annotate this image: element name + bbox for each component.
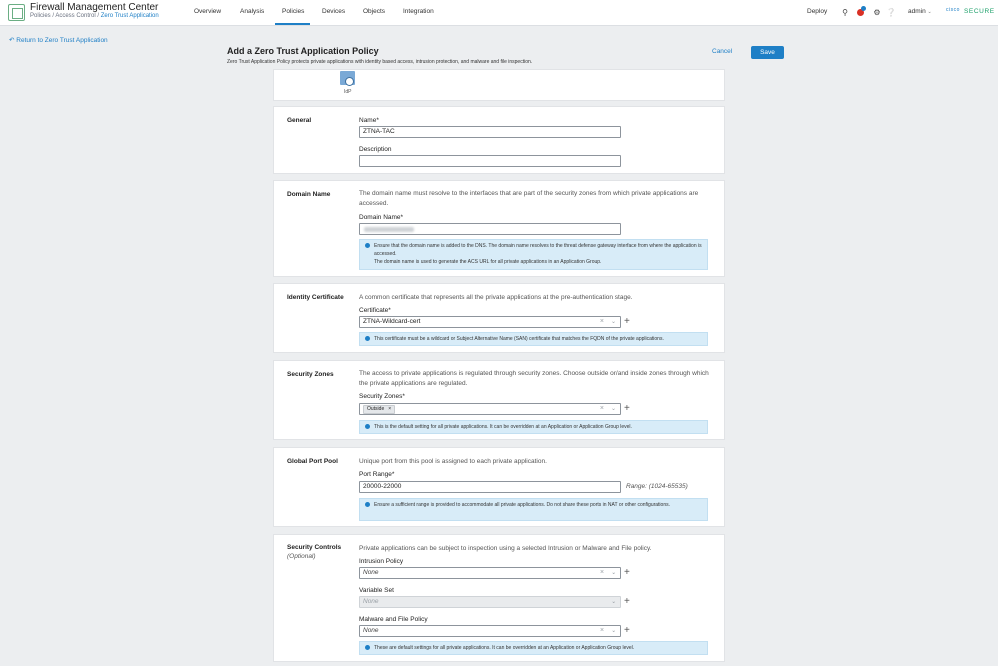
clear-icon[interactable]: × [599, 569, 604, 576]
return-link-label: Return to Zero Trust Application [16, 37, 108, 44]
intrusion-select[interactable] [359, 567, 621, 579]
zones-info [359, 420, 708, 434]
name-value: ZTNA-TAC [363, 128, 395, 135]
port-pool-label: Global Port Pool [287, 458, 338, 465]
port-pool-info-text: Ensure a sufficient range is provided to accommodate all private applications. Do not share these ports in NAT or other configurations. [374, 502, 670, 508]
nav-objects[interactable]: Objects [363, 8, 386, 15]
port-pool-info [359, 498, 708, 521]
logo-icon [8, 4, 25, 21]
identity-info-text: This certificate must be a wildcard or Subject Alternative Name (SAN) certificate that matches the FQDN of the private applications. [374, 336, 664, 342]
chevron-down-icon[interactable]: ⌄ [610, 570, 616, 576]
clear-icon[interactable]: × [599, 627, 604, 634]
top-bar [0, 0, 998, 26]
cisco-logo: cisco [946, 7, 960, 13]
general-label: General [287, 117, 312, 124]
description-input[interactable] [359, 155, 621, 167]
identity-info [359, 332, 708, 346]
remove-chip-icon[interactable]: × [388, 406, 392, 412]
brand-secure: SECURE [964, 8, 995, 15]
info-icon [365, 243, 370, 248]
zone-chip [363, 405, 395, 414]
deploy-button[interactable]: Deploy [807, 8, 828, 15]
domain-section [273, 180, 725, 277]
clear-icon[interactable]: × [599, 318, 604, 325]
malware-select[interactable] [359, 625, 621, 637]
nav-overview[interactable]: Overview [194, 8, 222, 15]
zones-field-label: Security Zones* [359, 393, 405, 400]
port-range-value: 20000-22000 [363, 483, 402, 490]
name-label: Name* [359, 117, 379, 124]
controls-section [273, 534, 725, 662]
idp-card [273, 69, 725, 101]
help-icon[interactable]: ❔ [886, 8, 896, 17]
page-title: Add a Zero Trust Application Policy [227, 46, 379, 56]
intrusion-label: Intrusion Policy [359, 558, 404, 565]
malware-label: Malware and File Policy [359, 616, 428, 623]
domain-info [359, 239, 708, 270]
port-range-label: Port Range* [359, 471, 395, 478]
add-variable-plus-icon[interactable]: + [624, 596, 630, 607]
identity-label: Identity Certificate [287, 294, 344, 301]
redacted-domain [364, 227, 414, 232]
controls-optional: (Optional) [287, 553, 316, 560]
certificate-select[interactable] [359, 316, 621, 328]
nav-integration[interactable]: Integration [403, 8, 434, 15]
controls-info [359, 641, 708, 655]
info-icon [365, 502, 370, 507]
zones-info-text: This is the default setting for all private applications. It can be overridden at an Application or Application Group level. [374, 424, 632, 430]
zones-description: The access to private applications is regulated through security zones. Choose outside or/and inside zones through which the private applications are regulated. [359, 370, 709, 387]
info-icon [365, 424, 370, 429]
nav-devices[interactable]: Devices [322, 8, 346, 15]
intrusion-value: None [363, 569, 379, 576]
add-certificate-plus-icon[interactable]: + [624, 316, 630, 327]
alert-badge [861, 6, 866, 11]
identity-description: A common certificate that represents all the private applications at the pre-authentication stage. [359, 294, 633, 301]
info-icon [365, 336, 370, 341]
gear-icon[interactable]: ⚙ [873, 8, 881, 17]
domain-input[interactable] [359, 223, 621, 235]
description-label: Description [359, 146, 392, 153]
nav-policies[interactable]: Policies [282, 8, 305, 15]
cancel-button[interactable]: Cancel [712, 48, 733, 55]
domain-label: Domain Name [287, 191, 331, 198]
chevron-down-icon: ⌄ [927, 9, 932, 15]
zone-chip-label: Outside [367, 406, 385, 412]
malware-value: None [363, 627, 379, 634]
save-button[interactable]: Save [751, 46, 784, 59]
domain-info-line-2: The domain name is used to generate the ACS URL for all private applications in an Application Group. [374, 259, 602, 265]
port-pool-description: Unique port from this pool is assigned to each private application. [359, 458, 547, 465]
general-section [273, 106, 725, 174]
app-title: Firewall Management Center [30, 2, 159, 13]
breadcrumb-path[interactable]: Policies / Access Control / [30, 13, 100, 19]
clear-icon[interactable]: × [599, 405, 604, 412]
idp-label: IdP [344, 89, 352, 95]
controls-label [287, 544, 341, 560]
active-nav-indicator [275, 23, 310, 25]
zones-section [273, 360, 725, 440]
port-pool-section [273, 447, 725, 527]
variable-set-label: Variable Set [359, 587, 394, 594]
breadcrumb [30, 13, 159, 19]
domain-info-line-1: Ensure that the domain name is added to the DNS. The domain name resolves to the threat defense gateway interface from where the application is accessed. [374, 243, 702, 257]
chevron-down-icon[interactable]: ⌄ [610, 599, 616, 605]
controls-description: Private applications can be subject to inspection using a selected Intrusion or Malware and File policy. [359, 545, 652, 552]
add-zone-plus-icon[interactable]: + [624, 403, 630, 414]
zones-select[interactable] [359, 403, 621, 415]
zones-label: Security Zones [287, 371, 334, 378]
return-arrow-icon: ↶ [9, 37, 15, 44]
nav-analysis[interactable]: Analysis [240, 8, 265, 15]
controls-info-text: These are default settings for all private applications. It can be overridden at an Application or Application Group level. [374, 645, 635, 651]
variable-set-value: None [363, 598, 379, 605]
page-subtitle: Zero Trust Application Policy protects private applications with identity based access, intrusion protection, and malware and file inspection. [227, 59, 533, 65]
add-malware-plus-icon[interactable]: + [624, 625, 630, 636]
user-menu[interactable] [908, 8, 932, 15]
certificate-label: Certificate* [359, 307, 391, 314]
certificate-value: ZTNA-Wildcard-cert [363, 318, 421, 325]
breadcrumb-current[interactable]: Zero Trust Application [100, 13, 159, 19]
search-icon[interactable]: ⚲ [842, 8, 848, 17]
identity-section [273, 283, 725, 353]
chevron-down-icon[interactable]: ⌄ [610, 628, 616, 634]
info-icon [365, 645, 370, 650]
domain-field-label: Domain Name* [359, 214, 404, 221]
controls-title: Security Controls [287, 544, 342, 551]
chevron-down-icon[interactable]: ⌄ [610, 406, 616, 412]
chevron-down-icon[interactable]: ⌄ [610, 319, 616, 325]
return-link[interactable] [9, 36, 108, 44]
name-input[interactable] [359, 126, 621, 138]
add-intrusion-plus-icon[interactable]: + [624, 567, 630, 578]
domain-description: The domain name must resolve to the interfaces that are part of the security zones from which private applications are accessed. [359, 190, 699, 207]
range-hint: Range: (1024-65535) [626, 483, 688, 490]
variable-set-select[interactable] [359, 596, 621, 608]
user-name: admin [908, 8, 926, 15]
port-range-input[interactable] [359, 481, 621, 493]
idp-icon [340, 71, 355, 85]
